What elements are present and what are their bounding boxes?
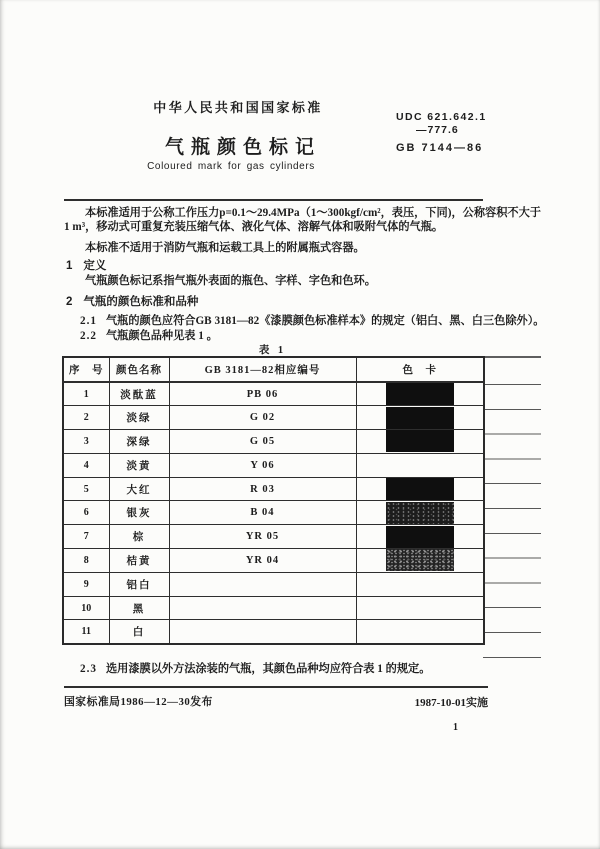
footer-issued: 国家标准局1986—12—30发布	[64, 696, 213, 708]
table-row	[63, 430, 484, 454]
cell-color-card	[356, 620, 484, 644]
cell-color-card	[356, 525, 484, 549]
table-row	[63, 596, 484, 620]
cell-gb-code	[169, 572, 356, 596]
color-swatch	[386, 383, 454, 405]
color-swatch	[386, 430, 454, 452]
cell-color-card	[356, 382, 484, 406]
cell-gb-code: YR 05	[169, 525, 356, 549]
cell-index: 8	[63, 549, 109, 573]
table-row	[63, 620, 484, 644]
cell-index: 4	[63, 453, 109, 477]
cell-index: 11	[63, 620, 109, 644]
cell-index: 7	[63, 525, 109, 549]
standard-code: GB 7144—86	[396, 142, 484, 154]
table-caption: 表 1	[258, 345, 287, 356]
scope-paragraph-2: 本标准不适用于消防气瓶和运载工具上的附属瓶式容器。	[85, 242, 365, 254]
cell-color-name: 淡黄	[109, 453, 169, 477]
cell-index: 2	[63, 406, 109, 430]
table-row	[63, 549, 484, 573]
udc-number-continued: —777.6	[416, 124, 459, 136]
cell-color-card	[356, 572, 484, 596]
col-header-index: 序 号	[63, 357, 109, 382]
cell-index: 3	[63, 430, 109, 454]
section-2-number: 2	[66, 296, 73, 308]
table-row	[63, 477, 484, 501]
table-body	[63, 382, 484, 644]
cell-color-name: 黑	[109, 596, 169, 620]
cell-index: 10	[63, 596, 109, 620]
table-row	[63, 453, 484, 477]
clause-2-3	[64, 662, 544, 676]
cell-color-card	[356, 596, 484, 620]
color-table	[62, 356, 485, 645]
cell-color-name: 银灰	[109, 501, 169, 525]
cell-gb-code	[169, 620, 356, 644]
cell-index: 1	[63, 382, 109, 406]
cell-color-name: 深绿	[109, 430, 169, 454]
udc-number: UDC 621.642.1	[396, 111, 487, 123]
table-row	[63, 525, 484, 549]
color-swatch	[386, 407, 454, 429]
cell-color-name: 淡酞蓝	[109, 382, 169, 406]
clause-2-3-text: 选用漆膜以外方法涂装的气瓶，其颜色品种均应符合表 1 的规定。	[105, 663, 431, 675]
footer-implemented: 1987-10-01实施	[414, 697, 488, 709]
table-header-row	[63, 357, 484, 382]
cell-index: 9	[63, 572, 109, 596]
footer-divider	[64, 686, 488, 688]
cell-gb-code: Y 06	[169, 453, 356, 477]
section-1-heading	[66, 257, 106, 273]
clause-2-1	[64, 314, 544, 328]
clause-2-3-number: 2.3	[80, 663, 97, 675]
section-1-title: 定义	[83, 260, 107, 272]
color-swatch	[386, 502, 454, 524]
section-1-body: 气瓶颜色标记系指气瓶外表面的瓶色、字样、字色和色环。	[85, 275, 376, 287]
cell-color-card	[356, 406, 484, 430]
clause-2-1-number: 2.1	[80, 315, 97, 327]
standard-org-title: 中华人民共和国国家标准	[153, 100, 323, 115]
clause-2-2-number: 2.2	[80, 330, 97, 342]
header-divider	[64, 199, 483, 201]
cell-color-name: 铝白	[109, 572, 169, 596]
scan-line-artifact	[483, 356, 541, 358]
cell-gb-code: G 05	[169, 430, 356, 454]
table-row	[63, 382, 484, 406]
col-header-gb-code: GB 3181—82相应编号	[169, 357, 356, 382]
table-row	[63, 572, 484, 596]
clause-2-1-text: 气瓶的颜色应符合GB 3181—82《漆膜颜色标准样本》的规定（铝白、黑、白三色除外）。	[105, 315, 545, 327]
document-title-en: Coloured mark for gas cylinders	[147, 161, 315, 172]
table-row	[63, 501, 484, 525]
cell-color-card	[356, 549, 484, 573]
page-number: 1	[453, 722, 458, 733]
scope-paragraph-1: 本标准适用于公称工作压力p=0.1～29.4MPa（1～300kgf/cm²，表压，下同)，公称容积不大于1 m³，移动式可重复充装压缩气体、液化气体、溶解气体和吸附气体的气瓶。	[64, 207, 541, 233]
cell-gb-code	[169, 596, 356, 620]
cell-color-card	[356, 430, 484, 454]
cell-index: 6	[63, 501, 109, 525]
cell-gb-code: YR 04	[169, 549, 356, 573]
table-row	[63, 406, 484, 430]
color-swatch	[386, 526, 454, 548]
clause-2-2	[64, 329, 544, 343]
cell-color-name: 棕	[109, 525, 169, 549]
cell-color-name: 白	[109, 620, 169, 644]
cell-color-name: 淡绿	[109, 406, 169, 430]
document-title-cn: 气瓶颜色标记	[164, 137, 321, 158]
cell-color-card	[356, 453, 484, 477]
cell-color-name: 大红	[109, 477, 169, 501]
cell-gb-code: PB 06	[169, 382, 356, 406]
col-header-color-name: 颜色名称	[109, 357, 169, 382]
section-1-number: 1	[66, 260, 73, 272]
cell-gb-code: R 03	[169, 477, 356, 501]
cell-color-card	[356, 501, 484, 525]
cell-color-name: 桔黄	[109, 549, 169, 573]
cell-gb-code: B 04	[169, 501, 356, 525]
color-swatch	[386, 549, 454, 571]
col-header-color-card: 色 卡	[356, 357, 484, 382]
scan-line-artifact	[483, 384, 541, 659]
clause-2-2-text: 气瓶颜色品种见表 1 。	[105, 330, 218, 342]
section-2-heading	[66, 293, 198, 309]
cell-gb-code: G 02	[169, 406, 356, 430]
cell-color-card	[356, 477, 484, 501]
cell-index: 5	[63, 477, 109, 501]
color-swatch	[386, 478, 454, 500]
section-2-title: 气瓶的颜色标准和品种	[83, 296, 199, 308]
